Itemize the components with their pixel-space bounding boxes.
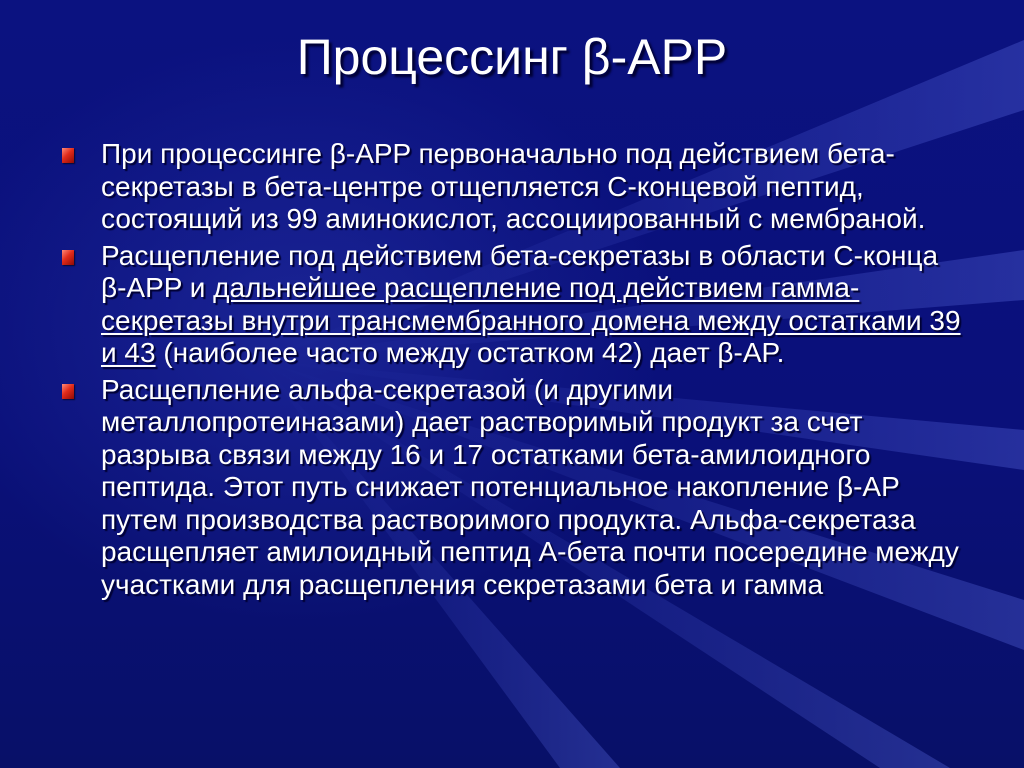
slide-title: Процессинг β-APP [296,29,728,85]
bullet-text-after: (наиболее часто между остатком 42) дает β-AP. [155,337,785,368]
bullet-list [62,138,962,605]
bullet-item-beta-secretase [62,138,962,236]
red-square-bullet-icon [62,384,74,399]
bullet-text-before: Расщепление под действием бета-секретазы в области С-конца β-APP и [101,239,939,303]
bullet-text: При процессинге β-APP первоначально под действием бета-секретазы в бета-центре отщепляется С-концевой пептид, состоящий из 99 аминокислот, ассоциированный с мембраной. [101,138,926,234]
red-square-bullet-icon [62,250,74,265]
bullet-item-alpha-secretase [62,374,962,602]
bullet-text: Расщепление альфа-секретазой (и другими металлопротеиназами) дает растворимый продукт за счет разрыва связи между 16 и 17 остатками бета-амилоидного пептида. Этот путь снижает потенциальное накопление β-AP путем производства растворимого продукта. Альфа-секретаза расщепляет амилоидный пептид А-бета почти посередине между участками для расщепления секретазами бета и гамма [101,373,959,600]
red-square-bullet-icon [62,148,74,163]
bullet-text-underlined: дальнейшее расщепление под действием гамма-секретазы внутри трансмембранного домена между остатками 39 и 43 [101,272,961,368]
bullet-item-gamma-secretase [62,240,962,370]
